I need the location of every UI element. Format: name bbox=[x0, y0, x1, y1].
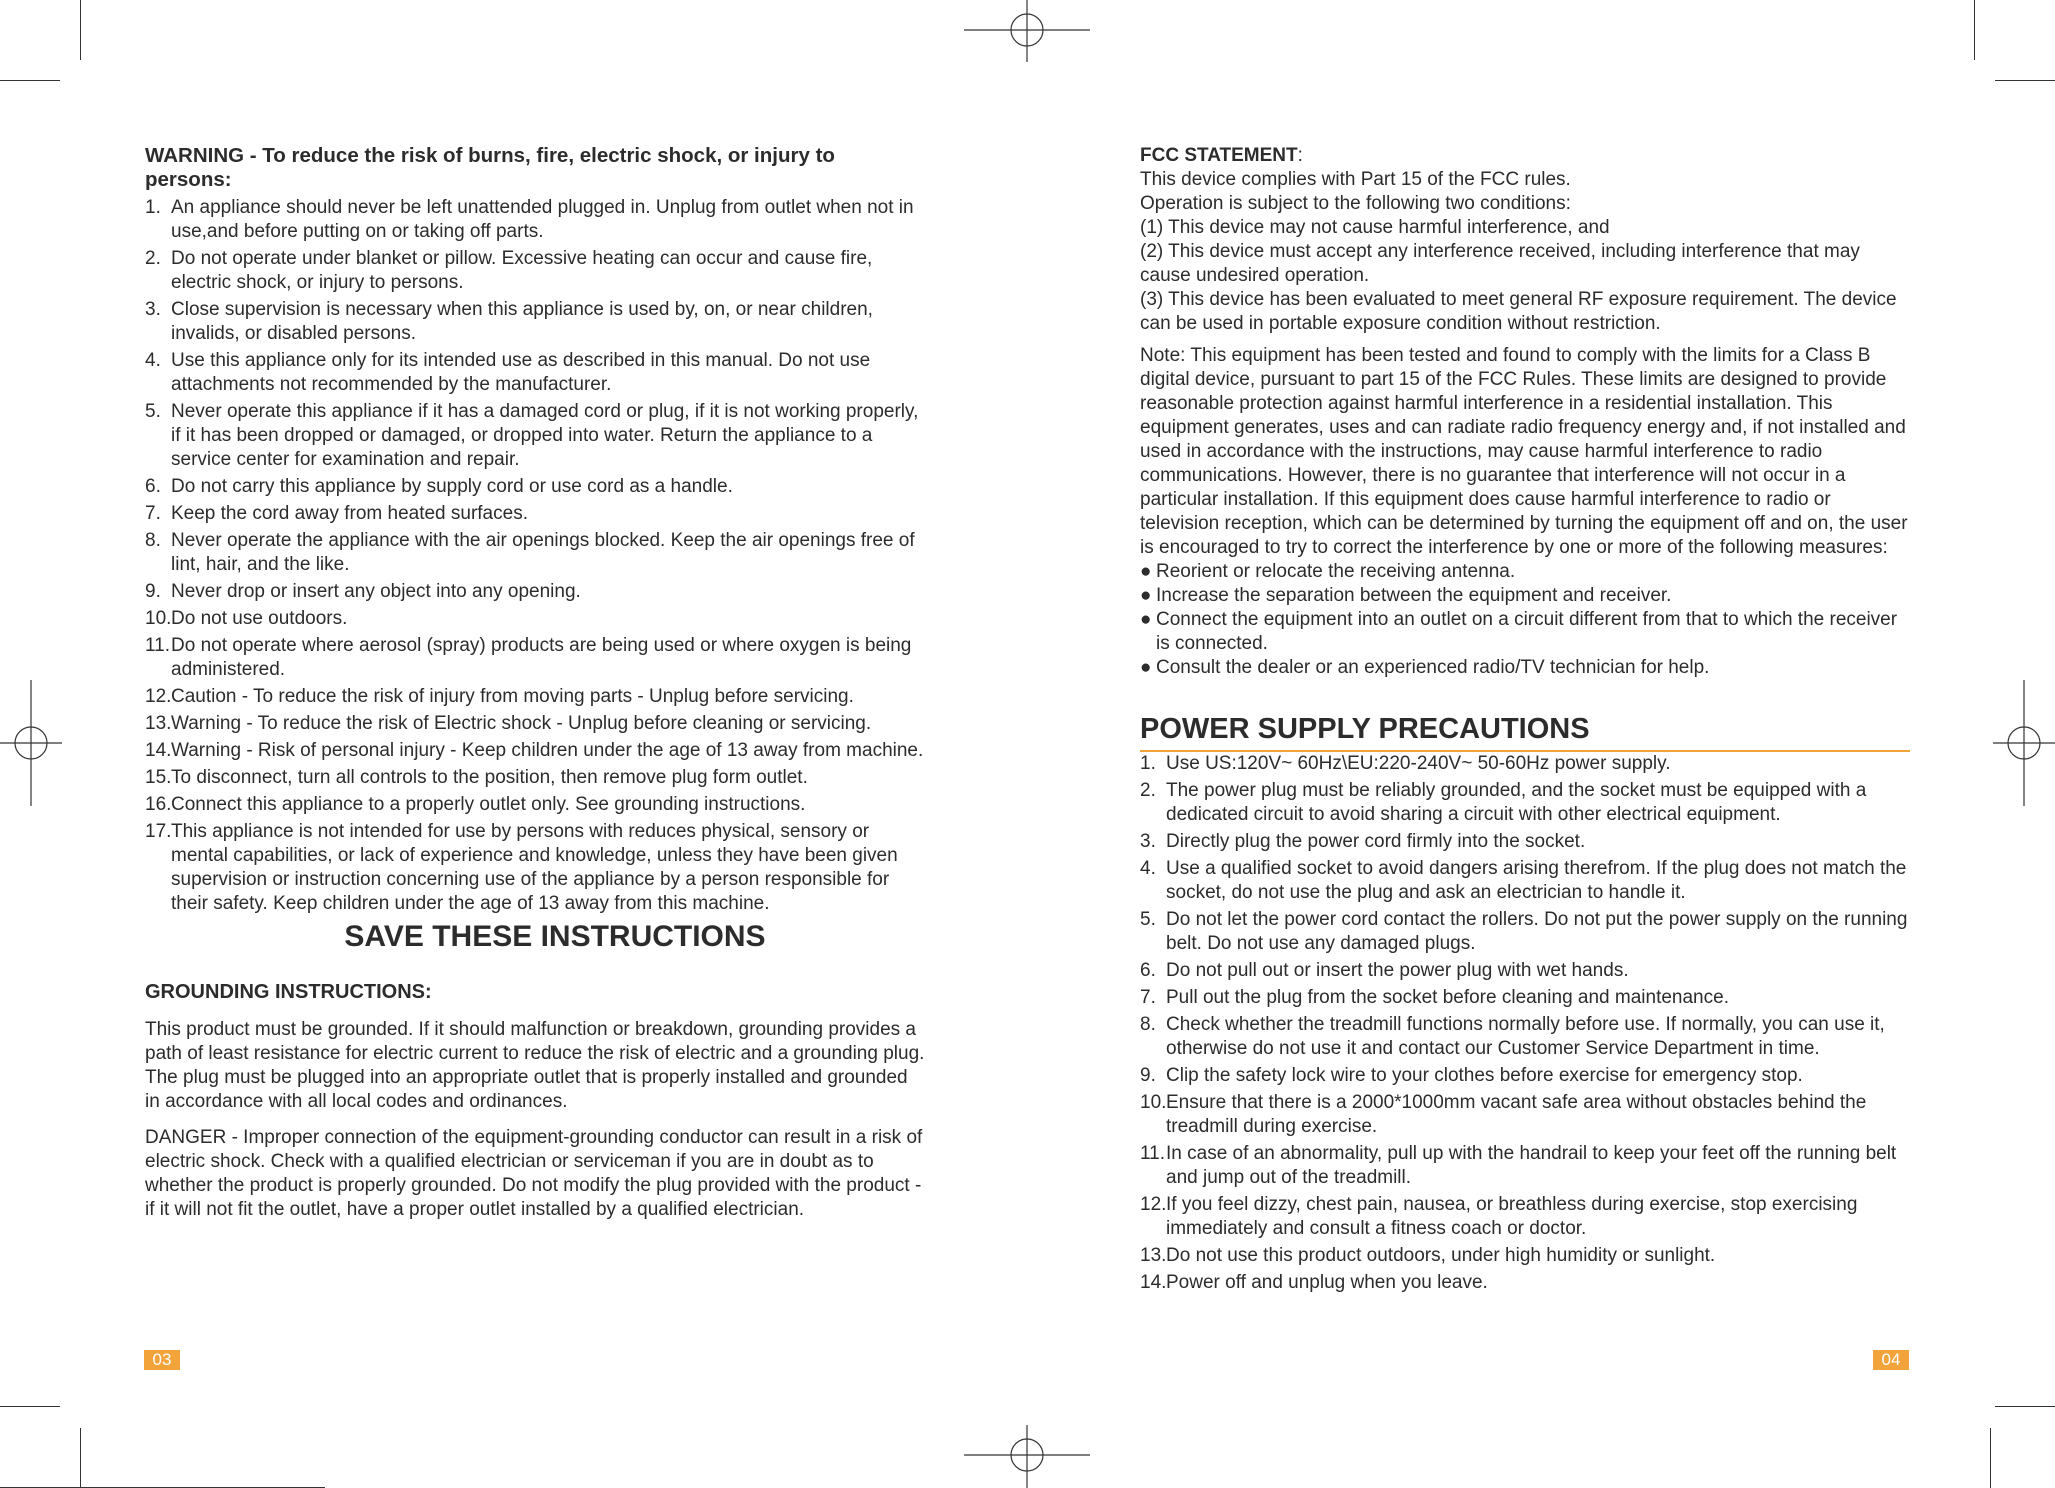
fcc-line: This device complies with Part 15 of the FCC rules. bbox=[1140, 169, 1571, 190]
measure-item bbox=[1140, 608, 1910, 656]
item-number: 8. bbox=[145, 530, 161, 551]
item-text: Never drop or insert any object into any opening. bbox=[171, 581, 581, 602]
item-number: 12. bbox=[1140, 1194, 1167, 1215]
bullet-icon: ● bbox=[1140, 657, 1152, 678]
list-item bbox=[145, 298, 925, 346]
item-number: 7. bbox=[1140, 987, 1156, 1008]
item-text: Pull out the plug from the socket before cleaning and maintenance. bbox=[1166, 987, 1729, 1008]
item-number: 15. bbox=[145, 767, 172, 788]
item-number: 5. bbox=[1140, 909, 1156, 930]
item-text: Do not use outdoors. bbox=[171, 608, 348, 629]
item-number: 4. bbox=[1140, 858, 1156, 879]
item-text: Keep the cord away from heated surfaces. bbox=[171, 503, 528, 524]
measure-text: Connect the equipment into an outlet on a circuit different from that to which the receiver is connected. bbox=[1156, 609, 1898, 654]
list-item bbox=[1140, 908, 1910, 956]
item-text: In case of an abnormality, pull up with the handrail to keep your feet off the running belt and jump out of the treadmill. bbox=[1166, 1143, 1897, 1188]
list-item bbox=[1140, 959, 1910, 983]
list-item bbox=[145, 247, 925, 295]
item-text: Never operate the appliance with the air openings blocked. Keep the air openings free of lint, hair, and the like. bbox=[171, 530, 915, 575]
item-text: Do not pull out or insert the power plug with wet hands. bbox=[1166, 960, 1629, 981]
item-text: Use this appliance only for its intended use as described in this manual. Do not use attachments not recommended by the manufacturer. bbox=[171, 350, 871, 395]
fcc-statement bbox=[1140, 168, 1910, 336]
bullet-icon: ● bbox=[1140, 561, 1152, 582]
list-item bbox=[1140, 1244, 1910, 1268]
fcc-line: (3) This device has been evaluated to meet general RF exposure requirement. The device can be used in portable exposure condition without restriction. bbox=[1140, 289, 1897, 334]
item-number: 10. bbox=[1140, 1092, 1167, 1113]
item-number: 11. bbox=[145, 635, 171, 656]
item-number: 10. bbox=[145, 608, 172, 629]
list-item bbox=[145, 607, 925, 631]
item-text: Warning - To reduce the risk of Electric shock - Unplug before cleaning or servicing. bbox=[171, 713, 872, 734]
measure-item bbox=[1140, 584, 1910, 608]
measure-text: Consult the dealer or an experienced radio/TV technician for help. bbox=[1156, 657, 1710, 678]
measure-item bbox=[1140, 560, 1910, 584]
item-number: 14. bbox=[1140, 1272, 1167, 1293]
item-number: 3. bbox=[145, 299, 161, 320]
item-number: 4. bbox=[145, 350, 161, 371]
list-item bbox=[145, 349, 925, 397]
item-text: Directly plug the power cord firmly into the socket. bbox=[1166, 831, 1586, 852]
list-item bbox=[145, 712, 925, 736]
right-page bbox=[1027, 0, 2055, 1488]
list-item bbox=[145, 634, 925, 682]
measure-text: Reorient or relocate the receiving antenna. bbox=[1156, 561, 1516, 582]
fcc-title: FCC STATEMENT bbox=[1140, 145, 1298, 166]
bullet-icon: ● bbox=[1140, 585, 1152, 606]
item-text: This appliance is not intended for use by persons with reduces physical, sensory or mental capabilities, or lack of experience and knowledge, unless they have been given supervision or instruction concerning use of the appliance by a person responsible for their safety. Keep children under the age of 13 away from this machine. bbox=[171, 821, 898, 914]
grounding-title: GROUNDING INSTRUCTIONS: bbox=[145, 981, 432, 1003]
item-number: 1. bbox=[1140, 753, 1156, 774]
item-number: 9. bbox=[1140, 1065, 1156, 1086]
item-number: 2. bbox=[1140, 780, 1156, 801]
list-item bbox=[145, 793, 925, 817]
list-item bbox=[145, 685, 925, 709]
measures-list bbox=[1140, 560, 1910, 680]
item-number: 14. bbox=[145, 740, 172, 761]
list-item bbox=[145, 475, 925, 499]
fcc-colon: : bbox=[1297, 145, 1303, 166]
item-text: Ensure that there is a 2000*1000mm vacant safe area without obstacles behind the treadmill during exercise. bbox=[1166, 1092, 1867, 1137]
power-supply-list bbox=[1140, 752, 1910, 1295]
list-item bbox=[1140, 1193, 1910, 1241]
list-item bbox=[1140, 752, 1910, 776]
item-text: Do not operate under blanket or pillow. Excessive heating can occur and cause fire, electric shock, or injury to persons. bbox=[171, 248, 873, 293]
list-item bbox=[1140, 1064, 1910, 1088]
list-item bbox=[1140, 830, 1910, 854]
list-item bbox=[145, 766, 925, 790]
item-text: Use a qualified socket to avoid dangers arising therefrom. If the plug does not match the socket, do not use the plug and ask an electrician to handle it. bbox=[1166, 858, 1907, 903]
item-number: 17. bbox=[145, 821, 172, 842]
bullet-icon: ● bbox=[1140, 609, 1152, 630]
warning-title: WARNING - To reduce the risk of burns, fire, electric shock, or injury to persons: bbox=[145, 144, 835, 191]
item-text: Do not operate where aerosol (spray) products are being used or where oxygen is being administered. bbox=[171, 635, 912, 680]
warning-list bbox=[145, 196, 925, 916]
right-column bbox=[1140, 144, 1910, 1298]
item-text: Close supervision is necessary when this appliance is used by, on, or near children, invalids, or disabled persons. bbox=[171, 299, 873, 344]
list-item bbox=[145, 502, 925, 526]
item-text: Power off and unplug when you leave. bbox=[1166, 1272, 1488, 1293]
item-number: 9. bbox=[145, 581, 161, 602]
list-item bbox=[1140, 1271, 1910, 1295]
page-number: 03 bbox=[144, 1350, 180, 1370]
item-number: 2. bbox=[145, 248, 161, 269]
measure-item bbox=[1140, 656, 1910, 680]
item-number: 6. bbox=[1140, 960, 1156, 981]
item-text: To disconnect, turn all controls to the position, then remove plug form outlet. bbox=[171, 767, 808, 788]
list-item bbox=[145, 820, 925, 916]
measure-text: Increase the separation between the equipment and receiver. bbox=[1156, 585, 1672, 606]
item-number: 13. bbox=[145, 713, 172, 734]
item-number: 8. bbox=[1140, 1014, 1156, 1035]
page-number: 04 bbox=[1873, 1350, 1909, 1370]
item-number: 3. bbox=[1140, 831, 1156, 852]
fcc-line: (2) This device must accept any interference received, including interference that may cause undesired operation. bbox=[1140, 241, 1860, 286]
list-item bbox=[1140, 986, 1910, 1010]
fcc-line: Operation is subject to the following two conditions: bbox=[1140, 193, 1571, 214]
left-page bbox=[0, 0, 1027, 1488]
item-text: An appliance should never be left unattended plugged in. Unplug from outlet when not in use,and before putting on or taking off parts. bbox=[171, 197, 914, 242]
list-item bbox=[1140, 1142, 1910, 1190]
list-item bbox=[1140, 1091, 1910, 1139]
list-item bbox=[145, 400, 925, 472]
danger-paragraph: DANGER - Improper connection of the equipment-grounding conductor can result in a risk of electric shock. Check with a qualified electrician or serviceman if you are in doubt as to whether the product is properly grounded. Do not modify the plug provided with the product - if it will not fit the outlet, have a proper outlet installed by a qualified electrician. bbox=[145, 1127, 923, 1220]
item-text: If you feel dizzy, chest pain, nausea, or breathless during exercise, stop exercising immediately and consult a fitness coach or doctor. bbox=[1166, 1194, 1858, 1239]
list-item bbox=[145, 580, 925, 604]
grounding-paragraph: This product must be grounded. If it should malfunction or breakdown, grounding provides a path of least resistance for electric current to reduce the risk of electric and a grounding plug. The plug must be plugged into an appropriate outlet that is properly installed and grounded in accordance with all local codes and ordinances. bbox=[145, 1019, 925, 1112]
item-number: 6. bbox=[145, 476, 161, 497]
list-item bbox=[145, 196, 925, 244]
item-text: Warning - Risk of personal injury - Keep children under the age of 13 away from machine. bbox=[171, 740, 924, 761]
item-number: 11. bbox=[1140, 1143, 1166, 1164]
item-number: 13. bbox=[1140, 1245, 1167, 1266]
item-number: 16. bbox=[145, 794, 172, 815]
item-text: Connect this appliance to a properly outlet only. See grounding instructions. bbox=[171, 794, 806, 815]
item-number: 1. bbox=[145, 197, 161, 218]
list-item bbox=[145, 739, 925, 763]
item-number: 5. bbox=[145, 401, 161, 422]
left-column bbox=[145, 144, 925, 1234]
power-supply-title: POWER SUPPLY PRECAUTIONS bbox=[1140, 712, 1910, 752]
save-instructions-heading: SAVE THESE INSTRUCTIONS bbox=[344, 920, 766, 953]
list-item bbox=[1140, 857, 1910, 905]
list-item bbox=[145, 529, 925, 577]
item-text: Check whether the treadmill functions normally before use. If normally, you can use it, otherwise do not use it and contact our Customer Service Department in time. bbox=[1166, 1014, 1885, 1059]
item-text: Do not carry this appliance by supply cord or use cord as a handle. bbox=[171, 476, 733, 497]
list-item bbox=[1140, 779, 1910, 827]
item-text: Clip the safety lock wire to your clothes before exercise for emergency stop. bbox=[1166, 1065, 1803, 1086]
item-text: Do not let the power cord contact the rollers. Do not put the power supply on the running belt. Do not use any damaged plugs. bbox=[1166, 909, 1908, 954]
fcc-heading bbox=[1140, 144, 1910, 168]
item-text: The power plug must be reliably grounded, and the socket must be equipped with a dedicated circuit to avoid sharing a circuit with other electrical equipment. bbox=[1166, 780, 1867, 825]
item-text: Do not use this product outdoors, under high humidity or sunlight. bbox=[1166, 1245, 1716, 1266]
item-text: Use US:120V~ 60Hz\EU:220-240V~ 50-60Hz power supply. bbox=[1166, 753, 1671, 774]
item-text: Caution - To reduce the risk of injury from moving parts - Unplug before servicing. bbox=[171, 686, 854, 707]
item-text: Never operate this appliance if it has a damaged cord or plug, if it is not working properly, if it has been dropped or damaged, or dropped into water. Return the appliance to a service center for examination and repair. bbox=[171, 401, 919, 470]
item-number: 12. bbox=[145, 686, 172, 707]
fcc-note: Note: This equipment has been tested and found to comply with the limits for a Class B digital device, pursuant to part 15 of the FCC Rules. These limits are designed to provide reasonable protection against harmful interference in a residential installation. This equipment generates, uses and can radiate radio frequency energy and, if not installed and used in accordance with the instructions, may cause harmful interference to radio communications. However, there is no guarantee that interference will not occur in a particular installation. If this equipment does cause harmful interference to radio or television reception, which can be determined by turning the equipment off and on, the user is encouraged to try to correct the interference by one or more of the following measures: bbox=[1140, 345, 1908, 558]
list-item bbox=[1140, 1013, 1910, 1061]
item-number: 7. bbox=[145, 503, 161, 524]
fcc-line: (1) This device may not cause harmful interference, and bbox=[1140, 217, 1610, 238]
